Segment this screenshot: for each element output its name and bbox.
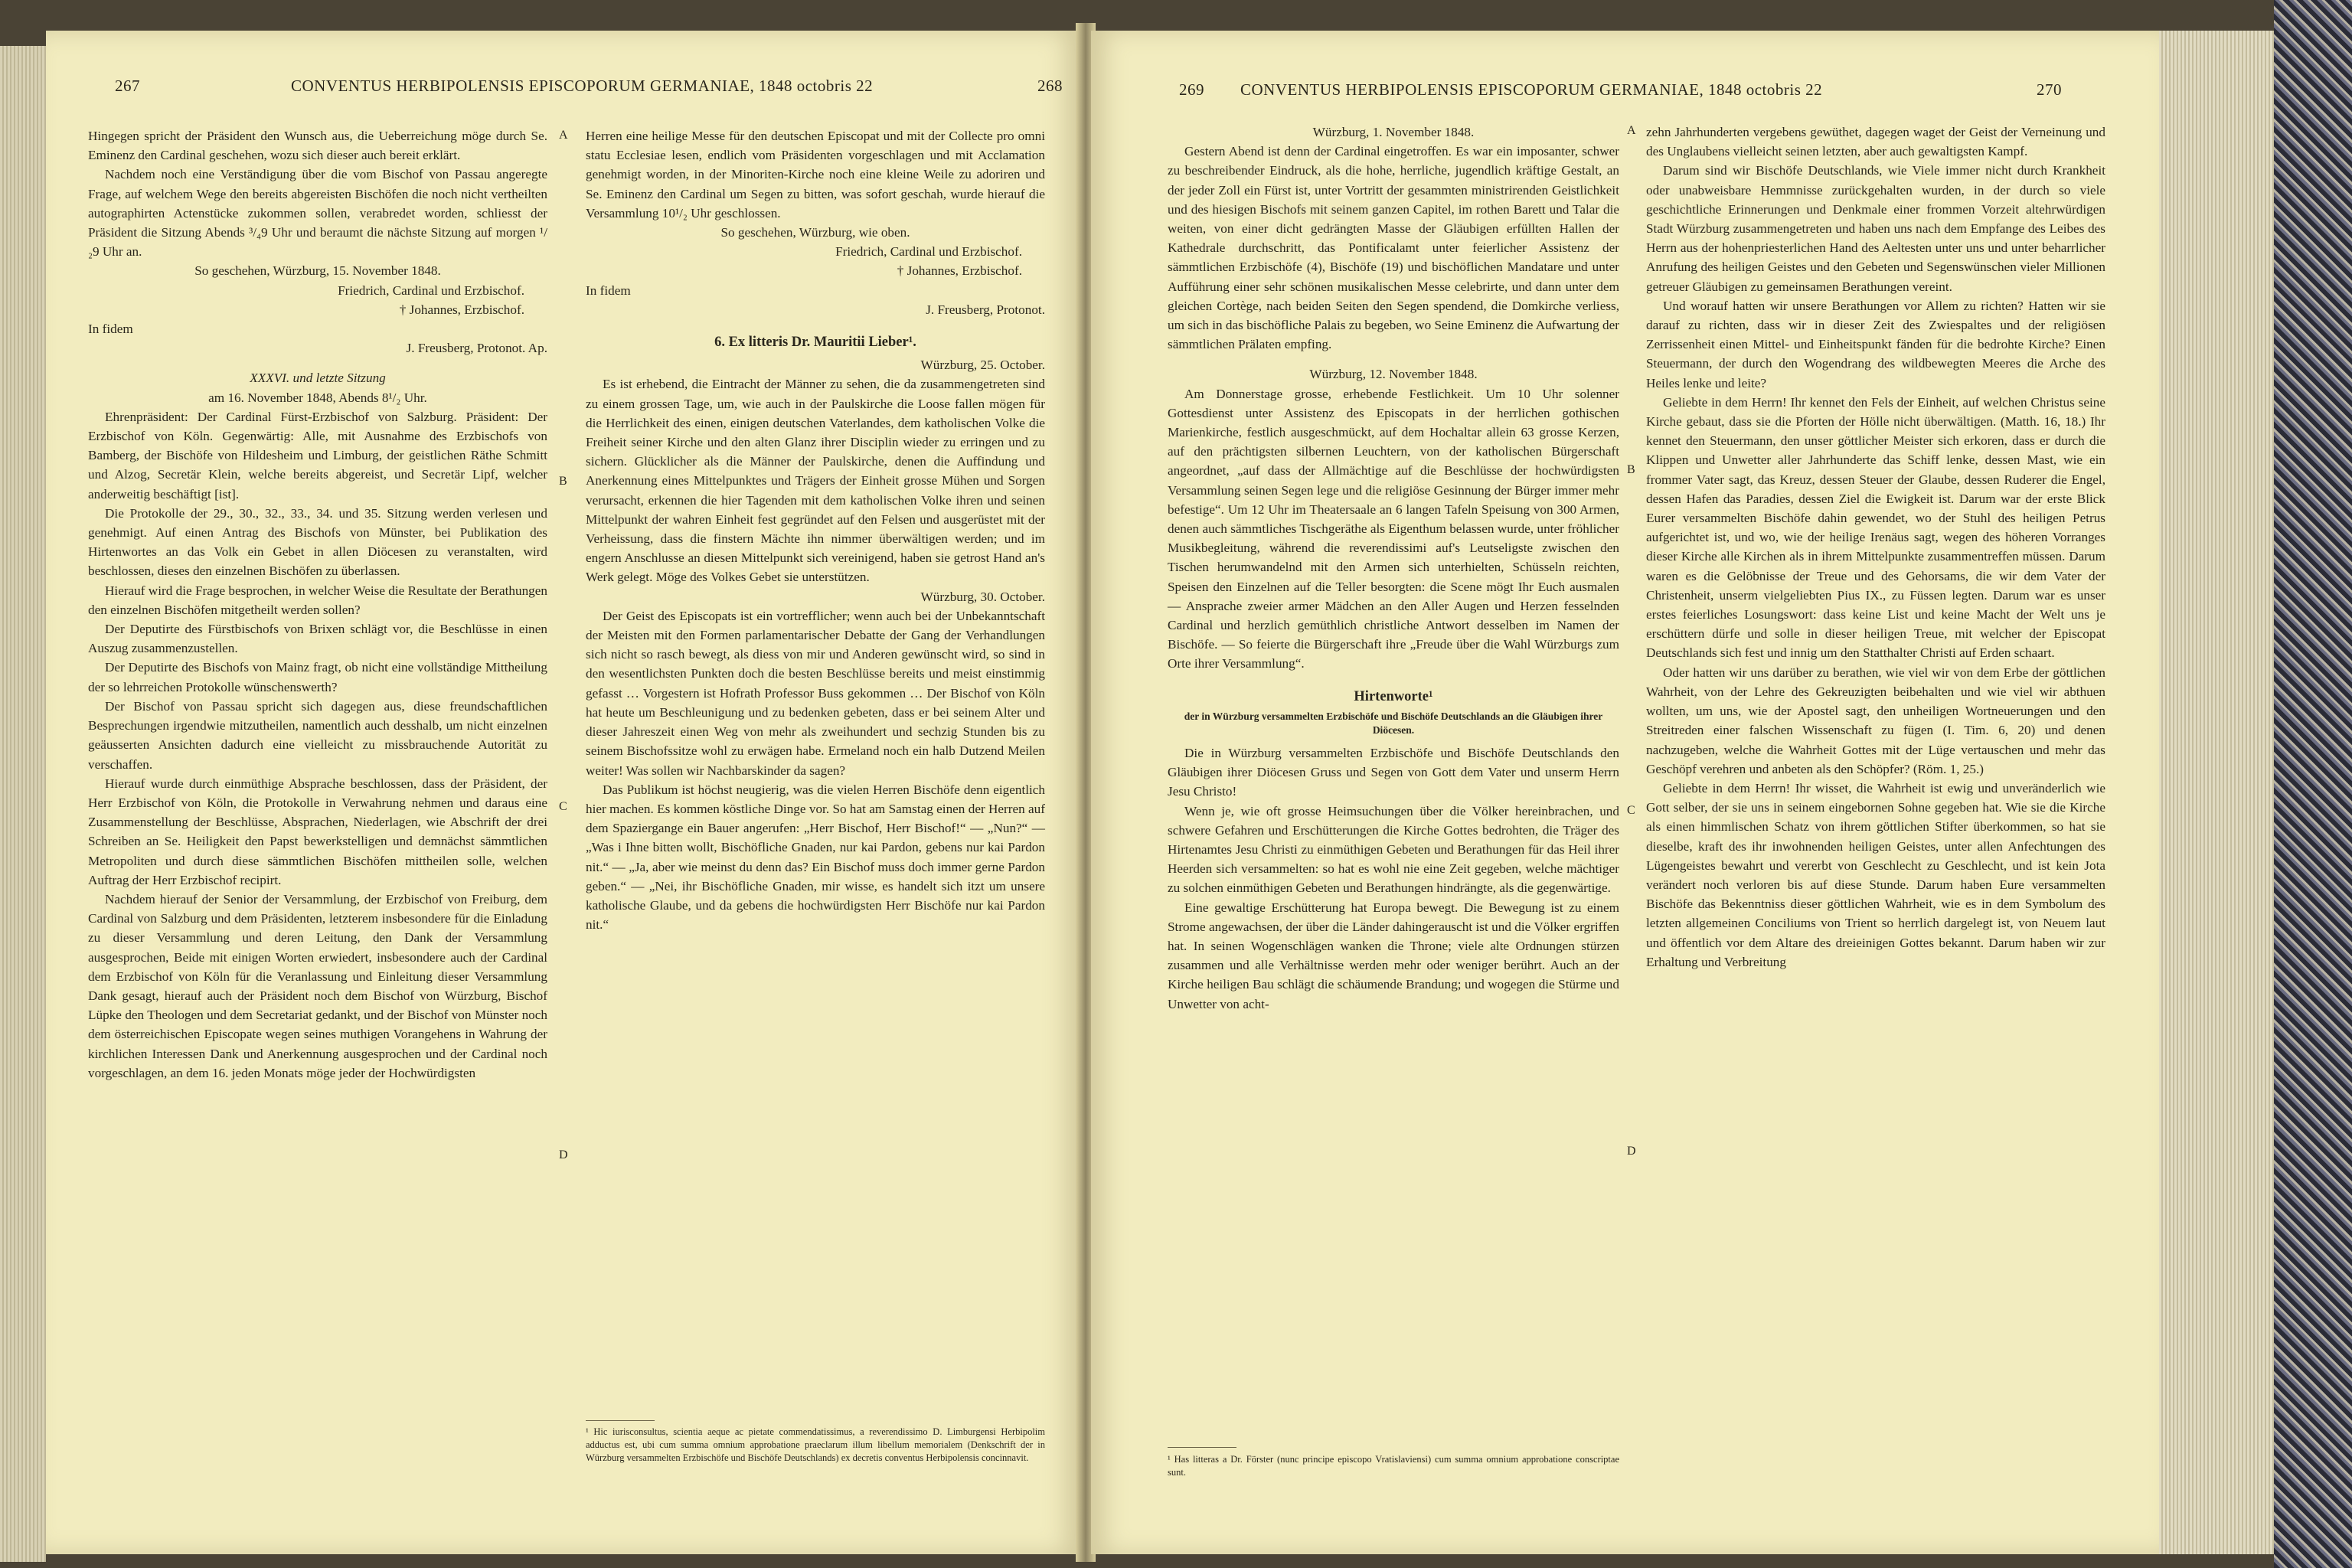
- paragraph: Das Publikum ist höchst neugierig, was die vielen Herren Bischöfe denn eigentlich hier machen. Es kommen köstliche Dinge vor. So hat am Samstag einen der Herren auf dem Spaziergange ein Bauer angerufen: „Herr Bischof, Herr Bischof!“ — „Nun?“ — „Was i Ihne bitten wollt, Bischöfliche Gnaden, nur kai Pardon, gebens nur kai Pardon nit.“ — „Ja, aber wie meinst du denn das? Ein Bischof muss doch immer gerne Pardon geben.“ — „Nei, ihr Bischöfliche Gnaden, mir wisse, es handelt sich itzt um unsere katholische Glaube, und da gebens die hochwürdigsten Herr Bischöfe nur kai Pardon nit.“: [586, 782, 1045, 933]
- section-heading-lieber: 6. Ex litteris Dr. Mauritii Lieber¹.: [714, 335, 916, 351]
- paragraph: Nachdem hierauf der Senior der Versammlung, der Erzbischof von Freiburg, dem Cardinal von Salzburg und dem Präsidenten, letzterem insbesondere für die Einladung zu dieser Versammlung und deren Leitung, den Dank der Versammlung ausgesprochen, Beide mit einigen Worten erwiedert, insbesondere auch der Cardinal dem Erzbischof von Köln für die Veranlassung und Einleitung dieser Versammlung Dank gesagt, hierauf auch der Präsident noch dem Bischof von Würzburg, Bischof Lüpke den Theologen und dem Secretariat gedankt, und der Bischof von Münster noch dem österreichischen Episcopate wegen seines muthigen Vorangehens in Wahrung der kirchlichen Interessen Dank und Anerkennung ausgesprochen und der Cardinal noch vorgeschlagen, an dem 16. jeden Monats möge jeder der Hochwürdigsten: [88, 891, 547, 1080]
- margin-mark-d: D: [1627, 1145, 1636, 1158]
- session-date: am 16. November 1848, Abends 8¹/₂ Uhr.: [208, 390, 427, 405]
- left-column-2: [586, 126, 1045, 934]
- dateline: So geschehen, Würzburg, 15. November 1848.: [194, 263, 441, 279]
- paragraph: Darum sind wir Bischöfe Deutschlands, wie Viele immer nicht durch Krankheit oder unabweisbare Hemmnisse zurückgehalten wurden, in der durch so viele geschichtliche Erinnerungen und Denkmale einer frommen Vorzeit altehrwürdigen Stadt Würzburg zusammengetreten und haben uns nach dem Empfange des Leibes des Herrn aus der hohenpriesterlichen Hand des Aeltesten unter uns und unter beharrlicher Anrufung des heiligen Geistes und den Gebeten und Segenswünschen vieler Millionen getreuer Gläubigen zu gemeinsamen Berathungen vereint.: [1646, 163, 2105, 294]
- margin-mark-d: D: [559, 1148, 568, 1161]
- paragraph: Geliebte in dem Herrn! Ihr kennet den Fels der Einheit, auf welchen Christus seine Kirche gebaut, dass sie die Pforten der Hölle nicht überwältigen. (Matth. 16, 18.) Ihr kennet den Steuermann, den unser göttlicher Meister sich erkoren, dass er durch die Klippen und Unwetter aller Jahrhunderte das Schiff lenke, dessen Mast, wie ein frommer Vater sagt, das Kreuz, dessen Steuer der Glaube, dessen Ruderer die Engel, dessen Hafen das Paradies, dessen Ziel die Ewigkeit ist. Darum war der erste Blick Eurer versammelten Bischöfe dahin gewendet, wo der Stuhl des heiligen Petrus aufgerichtet ist, und wo, wie der heilige Irenäus sagt, wegen des höheren Vorranges dieser Kirche alle Kirchen als in ihrem Mittelpunkte zusammentreffen müssen. Darum waren es die Gelöbnisse der Treue und des Gehorsams, die wir dem Vater der Christenheit, unserm vielgeliebten Pius IX., zu Füssen legten. Darum war es unser erstes feierliches Losungswort: dass keine List und keine Macht der Welt uns je erschüttern dürfe und solle in dieser heiligen Treue, mit welcher der Episcopat Deutschlands sich fest und innig um den Statthalter Christi auf Erden schaart.: [1646, 394, 2105, 661]
- in-fidem: In fidem: [88, 322, 133, 337]
- footnote: ¹ Has litteras a Dr. Förster (nunc principe episcopo Vratislaviensi) cum summa omnium approbatione conscriptae sunt.: [1168, 1454, 1619, 1478]
- paragraph: Ehrenpräsident: Der Cardinal Fürst-Erzbischof von Salzburg. Präsident: Der Erzbischof von Köln. Gegenwärtig: Alle, mit Ausnahme des Erzbischofs von Bamberg, der Bischöfe von Hildesheim und Limburg, der geistlichen Räthe Schmitt und Alzog, Secretär Klein, welche bereits abgereist, und Secretär Lipf, welcher anderweitig beschäftigt [ist].: [88, 409, 547, 501]
- paragraph: Wenn je, wie oft grosse Heimsuchungen über die Völker hereinbrachen, und schwere Gefahren und Erschütterungen die Kirche Gottes bedrohten, die Träger des Hirtenamtes Jesu Christi zu einmüthigen Gebeten und Berathungen für das Heil ihrer Heerden sich versammelten: so hat es wohl nie eine Zeit gegeben, welche mächtiger zu solchen einmüthigen Gebeten und Berathungen hindrängte, als die gegenwärtige.: [1168, 803, 1619, 896]
- hirtenworte-heading: Hirtenworte¹: [1354, 688, 1433, 704]
- paragraph: Die Protokolle der 29., 30., 32., 33., 34. und 35. Sitzung werden verlesen und genehmigt. Auf einen Antrag des Bischofs von Münster, bei Publikation des Hirtenwortes an das Volk ein Gebet in allen Diöcesen zu veranstalten, wird beschlossen, dieses den einzelnen Bischöfen zu überlassen.: [88, 505, 547, 579]
- page-number-270: 270: [2037, 80, 2062, 99]
- footnote-rule: [586, 1420, 655, 1421]
- protonotary-signature: J. Freusberg, Protonot. Ap.: [406, 341, 547, 356]
- left-column-1: [88, 126, 547, 1083]
- protonotary-signature: J. Freusberg, Protonot.: [926, 302, 1045, 317]
- paragraph: Eine gewaltige Erschütterung hat Europa bewegt. Die Bewegung ist zu einem Strome angewachsen, der über die Länder dahingerauscht ist und die Völker ergriffen hat. In seinen Wogenschlägen wanken die Throne; viele alte Ordnungen stürzen zusammen und alle Verhältnisse werden mehr oder weniger berührt. Auch an der Kirche heiligen Bau schlägt die schäumende Brandung; und wogegen die Stürme und Unwetter von acht-: [1168, 900, 1619, 1011]
- page-number-268: 268: [1037, 77, 1063, 95]
- paragraph: Es ist erhebend, die Eintracht der Männer zu sehen, die da zusammengetreten sind zu einem grossen Tage, um, wie auch in der Paulskirche die Loose fallen mögen für die Herrlichkeit des einen, einigen deutschen Vaterlandes, dem katholischen Volke die Freiheit seiner Kirche und den alten Glanz ihrer Disciplin wieder zu erringen und zu sichern. Glücklicher als die Männer der Paulskirche, denen die Auffindung und Anerkennung eines Mittelpunktes und Trägers der Einheit grosse Mühen und Sorgen verursacht, erkennen die hier Tagenden mit dem katholischen Volke ihren und seinen Mittelpunkt der wahren Einheit fest gegründet auf den Felsen und ausgerüstet mit der Verheissung, dass die finstern Mächte ihn nimmer überwältigen werden; und im engern Anschlusse an diesen Mittelpunkt sich vereinigend, haben sie getrost Hand an's Werk gelegt. Möge des Volkes Gebet sie unterstützen.: [586, 377, 1045, 585]
- right-running-header: [1179, 80, 2067, 100]
- right-page: [1091, 31, 2159, 1554]
- signature: † Johannes, Erzbischof.: [897, 263, 1022, 279]
- paragraph: Hierauf wird die Frage besprochen, in welcher Weise die Resultate der Berathungen den einzelnen Bischöfen mitgetheilt werden sollen?: [88, 583, 547, 617]
- running-head-text: CONVENTUS HERBIPOLENSIS EPISCOPORUM GERMANIAE, 1848 octobris 22: [1240, 80, 1823, 99]
- paragraph: Geliebte in dem Herrn! Ihr wisset, die Wahrheit ist ewig und unveränderlich wie Gott selber, der sie uns in seinem eingebornen Sohne gegeben hat. Wie sie die Kirche als einen himmlischen Schatz von ihrem göttlichen Stifter überkommen, so hat sie dieselbe, kraft des ihr inwohnenden heiligen Geistes, unter allen Anfechtungen des Lügengeistes bewahrt und vererbt von Geschlecht zu Geschlecht, und ist kein Jota verändert noch verloren bis auf diese Stunde. Darum haben Eure versammelten Bischöfe das Bekenntniss dieser göttlichen Wahrheit, wie es in dem Symbolum des letzten allgemeinen Conciliums von Trient so herrlich dargelegt ist, von Neuem laut und öffentlich vor dem Altare des dreieinigen Gottes bekannt. Darum haben wir zur Erhaltung und Verbreitung: [1646, 780, 2105, 969]
- paragraph: zehn Jahrhunderten vergebens gewüthet, dagegen waget der Geist der Verneinung und des Unglaubens vielleicht seinen letzten, aber auch gewaltigsten Kampf.: [1646, 125, 2105, 159]
- dateline: Würzburg, 1. November 1848.: [1312, 125, 1475, 139]
- left-running-header: [115, 77, 1063, 96]
- book-page-edges-right: [2159, 31, 2274, 1554]
- paragraph: Nachdem noch eine Verständigung über die vom Bischof von Passau angeregte Frage, auf welchem Wege den bereits abgereisten Bischöfen die noch nicht vertheilten autographirten Actenstücke zukommen sollen, verabredet worden, schliesst der Präsident die Sitzung Abends ³/₄9 Uhr und beraumt die nächste Sitzung auf morgen ¹/₂9 Uhr an.: [88, 167, 547, 260]
- footnote-rule: [1168, 1447, 1236, 1448]
- paragraph: Der Deputirte des Bischofs von Mainz fragt, ob nicht eine vollständige Mittheilung der so lehrreichen Protokolle wünschenswerth?: [88, 660, 547, 694]
- paragraph: Der Deputirte des Fürstbischofs von Brixen schlägt vor, die Beschlüsse in einen Auszug zusammenzustellen.: [88, 622, 547, 656]
- signature: Friedrich, Cardinal und Erzbischof.: [338, 283, 524, 298]
- dateline: Würzburg, 30. October.: [920, 589, 1045, 604]
- paragraph: Und worauf hatten wir unsere Berathungen vor Allem zu richten? Hatten wir sie darauf zu richten, dass wir in dieser Zeit des Zwiespaltes und der religiösen Zerrissenheit einen Mittel- und Einheitspunkt fänden für die bedrohte Kirche? Einen Steuermann, der durch den Wogendrang des wildbewegten Meeres die Arche des Heiles lenke und leite?: [1646, 298, 2105, 390]
- session-heading: XXXVI. und letzte Sitzung: [250, 371, 386, 386]
- dateline: Würzburg, 25. October.: [920, 358, 1045, 373]
- left-page: [46, 31, 1080, 1554]
- right-column-1: [1168, 122, 1619, 1014]
- margin-mark-a: A: [559, 129, 568, 142]
- dateline: So geschehen, Würzburg, wie oben.: [720, 225, 910, 240]
- paragraph: Gestern Abend ist denn der Cardinal eingetroffen. Es war ein imposanter, schwer zu beschreibender Eindruck, als die hohe, herrliche, jugendlich kräftige Gestalt, an der jeder Zoll ein Fürst ist, unter Vortritt der gesammten ministrirenden Geistlichkeit und des hiesigen Bischofs mit seinem ganzen Capitel, im rothen Barett und Talar die weiten, von einer dicht gedrängten Masse der Gläubigen erfüllten Hallen der Kathedrale durchschritt, das Pontificalamt unter feierlicher Assistenz der sämmtlichen Erzbischöfe (4), Bischöfe (19) und bischöflichen Mandatare und unter Aufführung einer sehr schönen musikalischen Messe celebrirte, und dann unter dem gleichen Cortège, nach beiden Seiten den Segen spendend, die Domkirche verliess, um sich in das bischöfliche Palais zu begeben, wo Seine Eminenz die Aufwartung der sämmtlichen Prälaten empfing.: [1168, 144, 1619, 352]
- margin-mark-b: B: [559, 475, 567, 488]
- margin-mark-b: B: [1627, 463, 1635, 476]
- paragraph: Oder hatten wir uns darüber zu berathen, wie viel wir von dem Erbe der göttlichen Wahrheit, von der Lehre des Gekreuzigten beibehalten und wie viel wir abthuen wollten, um uns, wie der Apostel sagt, den unheiligen Wortneuerungen und den Streitreden einer falschen Wissenschaft zu fügen (I. Tim. 6, 20) und denen nachzugeben, welche die Wahrheit Gottes mit der Lüge vertauschen und mehr das Geschöpf verehren und anbeten als den Schöpfer? (Röm. 1, 25.): [1646, 665, 2105, 776]
- signature: Friedrich, Cardinal und Erzbischof.: [835, 244, 1022, 260]
- background-fabric: [2274, 0, 2352, 1568]
- hirtenworte-subheading: der in Würzburg versammelten Erzbischöfe und Bischöfe Deutschlands an die Gläubigen ihrer Diöcesen.: [1184, 710, 1603, 736]
- paragraph: Am Donnerstage grosse, erhebende Festlichkeit. Um 10 Uhr solenner Gottesdienst unter Assistenz des Episcopats in der herrlichen gothischen Marienkirche, festlich ausgeschmückt, auf dem Hochaltar allein 63 grosse Kerzen, auf den prächtigsten silbernen Leuchtern, von der katholischen Bürgerschaft angeordnet, „auf dass der Allmächtige auf die Beschlüsse der hochwürdigsten Versammlung seinen Segen lege und die religiöse Gesinnung der Bürger immer mehr befestige“. Um 12 Uhr im Theatersaale an 6 langen Tafeln Speisung von 300 Armen, denen auch sämmtliches Tischgeräthe als Eigenthum belassen wurde, unter fröhlicher Musikbegleitung, während die reverendissimi auf's Leutseligste zwischen den Tischen herumwandelnd mit den Armen sich unterhielten, Schüsseln reichten, Speisen den Einzelnen auf die Teller besorgten: die Scene mögt Ihr Euch ausmalen — Ansprache zweier armer Mädchen an den Aller Augen und Herzen fesselnden Cardinal und herzlich gemüthlich christliche Antwort desselben im Namen der Bischöfe. — So feierte die Bürgerschaft ihre „Freude über die Wahl Würzburgs zum Orte ihrer Versammlung“.: [1168, 386, 1619, 671]
- book-page-edges-left: [0, 46, 46, 1562]
- paragraph: Hingegen spricht der Präsident den Wunsch aus, die Ueberreichung möge durch Se. Eminenz den Cardinal geschehen, wozu sich dieser auch bereit erklärt.: [88, 129, 547, 163]
- paragraph: Herren eine heilige Messe für den deutschen Episcopat und mit der Collecte pro omni statu Ecclesiae lesen, endlich vom Präsidenten vorgeschlagen und mit Acclamation genehmigt worden, in der Minoriten-Kirche noch eine kleine Weile zu adoriren und Se. Eminenz den Cardinal um Segen zu bitten, was sofort geschah, wurde hierauf die Versammlung 10¹/₂ Uhr geschlossen.: [586, 129, 1045, 220]
- in-fidem: In fidem: [586, 283, 631, 298]
- paragraph: Hierauf wurde durch einmüthige Absprache beschlossen, dass der Präsident, der Herr Erzbischof von Köln, die Protokolle in Verwahrung nehmen und daraus eine Zusammenstellung der Beschlüsse, Absprachen, Niederlagen, wie Abschrift der drei Schreiben an Se. Heiligkeit den Papst bewerkstelligen und demnächst sämmtlichen Metropoliten und durch diese sämmtlichen Bischöfen mittheilen solle, welchen Auftrag der Herr Erzbischof recipirt.: [88, 776, 547, 887]
- margin-mark-c: C: [1627, 804, 1635, 817]
- margin-mark-a: A: [1627, 124, 1636, 137]
- page-number-267: 267: [115, 77, 140, 95]
- page-number-269: 269: [1179, 80, 1204, 99]
- right-column-2: [1646, 122, 2105, 972]
- running-head-text: CONVENTUS HERBIPOLENSIS EPISCOPORUM GERMANIAE, 1848 octobris 22: [291, 77, 874, 95]
- dateline: Würzburg, 12. November 1848.: [1309, 367, 1478, 382]
- paragraph: Die in Würzburg versammelten Erzbischöfe und Bischöfe Deutschlands den Gläubigen ihrer Diöcesen Gruss und Segen von Gott dem Vater und unserm Herrn Jesu Christo!: [1168, 745, 1619, 799]
- footnote: ¹ Hic iurisconsultus, scientia aeque ac pietate commendatissimus, a reverendissimo D. Limburgensi Herbipolim adductus est, ubi cum summa omnium approbatione praeclarum illum libellum memorialem (Denkschrift der in Würzburg versammelten Erzbischöfe und Bischöfe Deutschlands) ex decretis conventus Herbipolensis concinnavit.: [586, 1426, 1045, 1463]
- margin-mark-c: C: [559, 800, 567, 813]
- signature: † Johannes, Erzbischof.: [399, 302, 524, 317]
- paragraph: Der Geist des Episcopats ist ein vortrefflicher; wenn auch bei der Unbekanntschaft der Meisten mit den Formen parlamentarischer Debatte der Gang der Verhandlungen sich nicht so rasch bewegt, als diess von mir und Anderen gewünscht wird, so sind in den wesentlichsten Punkten doch die besten Beschlüsse bereits und meist einstimmig gefasst … Vorgestern ist Hofrath Professor Buss gekommen … Der Bischof von Köln hat heute um Beschleunigung und zu bedenken gebeten, dass er bei seinem Alter und dieser Jahreszeit einen Weg von mehr als zweihundert und sechzig Stunden bis zu seinem Bischofssitze wohl zu erwägen habe. Ermeland noch ein halb Dutzend Meilen weiter! Was sollen wir Nachbarskinder da sagen?: [586, 608, 1045, 778]
- paragraph: Der Bischof von Passau spricht sich dagegen aus, diese freundschaftlichen Besprechungen irgendwie mitzutheilen, namentlich auch desshalb, um nicht einzelnen geäusserten Ansichten dadurch eine vielleicht zu missbrauchende Autorität zu verschaffen.: [88, 698, 547, 772]
